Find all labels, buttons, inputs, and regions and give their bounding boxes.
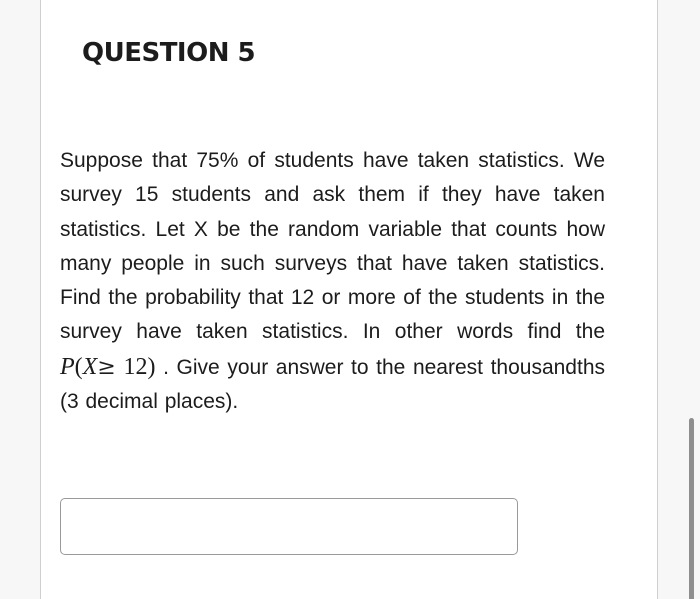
math-variable: X	[82, 353, 98, 380]
question-card	[40, 0, 658, 599]
question-title: QUESTION 5	[82, 38, 256, 68]
question-text-main: Suppose that 75% of students have taken statistics. We survey 15 students and ask them if they have taken statistics. Let X be the random variable that counts how many people in such surveys that have taken statistics. Find the probability that 12 or more of the students in the survey have taken statistics. In other words find the	[60, 149, 605, 344]
math-open-paren: (	[74, 353, 83, 380]
scrollbar-thumb[interactable]	[689, 418, 694, 599]
math-close-paren: )	[147, 353, 156, 380]
question-text	[60, 144, 605, 419]
probability-expression	[60, 354, 156, 380]
math-number: 12	[123, 353, 148, 380]
question-text-instructions: . Give your answer to the nearest thousandths (3 decimal places).	[60, 355, 606, 414]
math-operator: ≥	[97, 354, 116, 380]
answer-input[interactable]	[60, 498, 518, 555]
math-function: P	[60, 353, 75, 380]
